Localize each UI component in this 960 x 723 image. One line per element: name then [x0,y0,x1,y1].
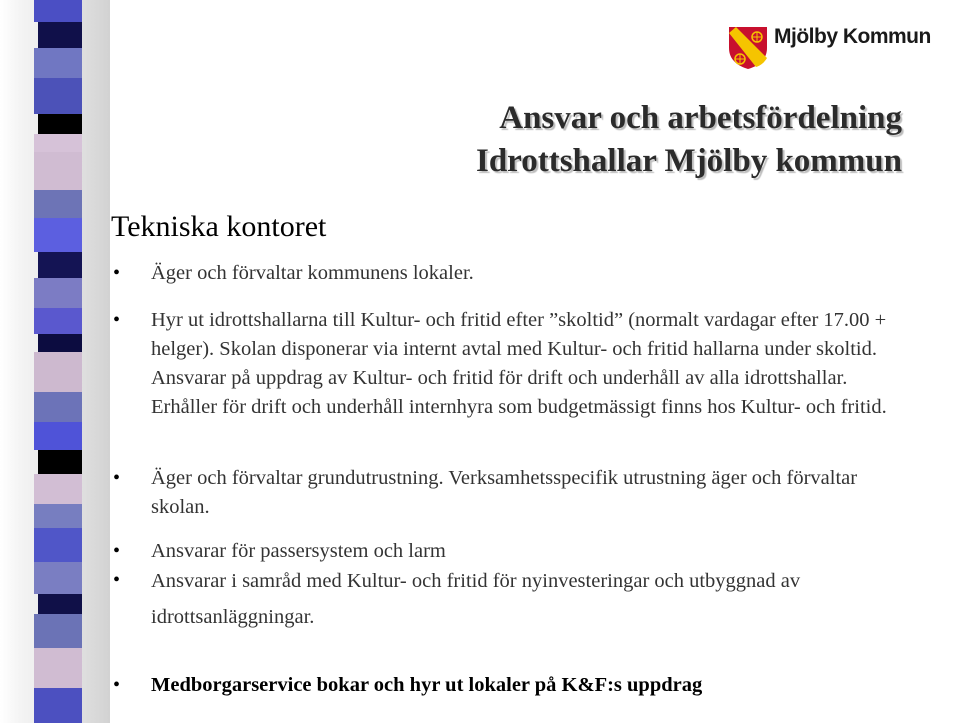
stripe [34,422,82,450]
bullet-text: Ansvarar i samråd med Kultur- och fritid för nyinvesteringar och utbyggnad av idrottsanläggningar. [151,570,801,628]
bullet-icon: • [113,540,121,562]
bullet-icon: • [113,467,121,489]
bullet-text: Äger och förvaltar kommunens lokaler. [151,262,474,284]
stripe [34,392,82,422]
stripe [38,22,82,48]
stripe [34,0,82,22]
stripe [38,114,82,134]
bullet-icon: • [113,674,121,696]
bullet-text: Ansvarar för passersystem och larm [151,540,446,562]
stripe [34,562,82,594]
stripe [34,504,82,528]
stripe [34,190,82,218]
stripe [34,134,82,152]
bullet-text: Hyr ut idrottshallarna till Kultur- och fritid efter ”skoltid” (normalt vardagar efter 17.00 + helger). Skolan disponerar via internt avtal med Kultur- och fritid hallarna under skoltid. Ansvarar på uppdrag av Kultur- och fritid för drift och underhåll av alla idrottshallar. Erhåller för drift och underhåll internhyra som budgetmässigt finns hos Kultur- och fritid. [151,309,887,418]
stripe [34,688,82,723]
decorative-stripes [34,0,82,723]
stripe [34,474,82,504]
stripe [34,78,82,114]
stripe [34,614,82,648]
stripe [34,528,82,562]
bullet-icon: • [113,569,121,591]
stripe [34,352,82,392]
stripe [38,450,82,474]
stripe [34,648,82,688]
stripe [34,218,82,252]
bullet-text-bold: Medborgarservice bokar och hyr ut lokaler på K&F:s uppdrag [151,674,703,696]
decorative-left-strip [0,0,110,723]
title-line-1: Ansvar och arbetsfördelning [499,100,902,136]
bullet-text: Äger och förvaltar grundutrustning. Verksamhetsspecifik utrustning äger och förvaltar skolan. [151,467,858,518]
stripe [38,334,82,352]
stripe [34,152,82,190]
stripe [34,278,82,308]
stripe [38,252,82,278]
slide-title [476,97,902,183]
bullet-icon: • [113,309,121,331]
stripe [34,308,82,334]
shield-icon [726,24,770,70]
bullet-icon: • [113,262,121,284]
title-line-2: Idrottshallar Mjölby kommun [475,143,902,179]
stripe [38,594,82,614]
section-heading: Tekniska kontoret [111,210,327,243]
logo-text: Mjölby Kommun [774,25,931,48]
stripe [34,48,82,78]
mjolby-kommun-logo [726,24,932,72]
